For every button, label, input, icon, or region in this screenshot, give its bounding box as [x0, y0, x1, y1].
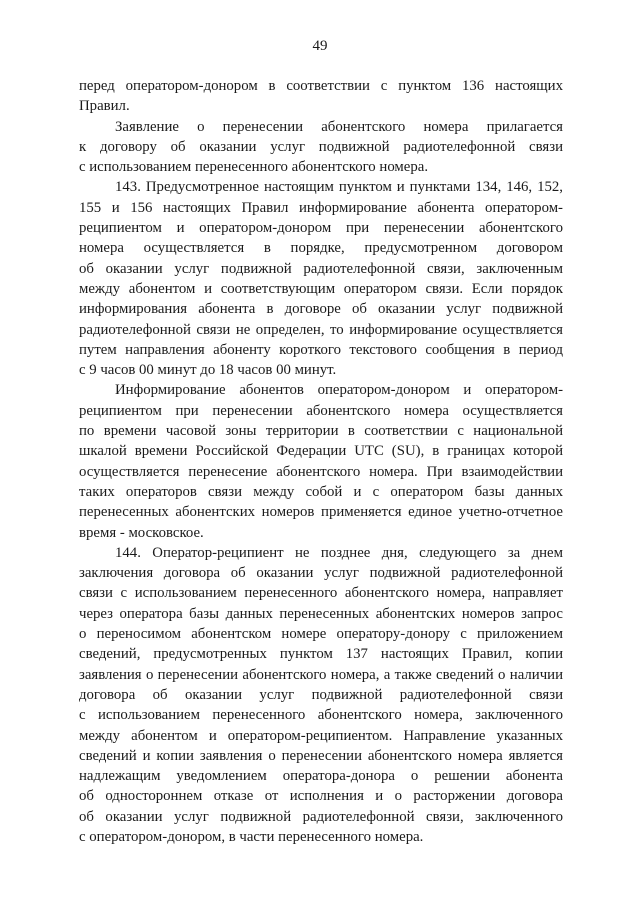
- text-line: с использованием перенесенного абонентского номера.: [79, 159, 429, 176]
- text-line: договора об оказании услуг подвижной радиотелефонной связи: [79, 686, 563, 703]
- text-line: заключения договора об оказании услуг подвижной радиотелефонной: [79, 565, 563, 582]
- text-line: между абонентом и оператором-реципиентом. Направление указанных: [79, 727, 563, 744]
- text-line: Информирование абонентов оператором-донором и оператором-: [115, 382, 563, 399]
- text-line: к договору об оказании услуг подвижной радиотелефонной связи: [79, 138, 563, 155]
- text-line: 144. Оператор-реципиент не позднее дня, следующего за днем: [115, 544, 563, 561]
- text-line: заявления о перенесении абонентского номера, а также сведений о наличии: [79, 666, 563, 683]
- text-line: перед оператором-донором в соответствии с пунктом 136 настоящих: [79, 78, 563, 94]
- text-line: номера осуществляется в порядке, предусмотренном договором: [79, 240, 563, 257]
- text-line: об одностороннем отказе от исполнения и о расторжении договора: [79, 788, 563, 805]
- text-line: реципиентом при перенесении абонентского номера осуществляется: [79, 402, 563, 419]
- text-line: шкалой времени Российской Федерации UTC (SU), в границах которой: [79, 443, 563, 460]
- text-line: информирования абонента в договоре об оказании услуг подвижной: [79, 301, 563, 318]
- document-body: [79, 76, 563, 847]
- text-line: Заявление о перенесении абонентского номера прилагается: [115, 118, 563, 135]
- text-line: Правил.: [79, 98, 130, 115]
- text-line: 143. Предусмотренное настоящим пунктом и пунктами 134, 146, 152,: [115, 179, 563, 196]
- text-line: с использованием перенесенного абонентского номера, заключенного: [79, 707, 563, 724]
- text-line: через оператора базы данных перенесенных абонентских номеров запрос: [79, 605, 563, 622]
- text-line: таких операторов связи между собой и с оператором базы данных: [79, 483, 563, 500]
- text-line: реципиентом и оператором-донором при перенесении абонентского: [79, 220, 563, 237]
- text-line: с оператором-донором, в части перенесенного номера.: [79, 828, 424, 845]
- text-line: об оказании услуг подвижной радиотелефонной связи, заключенным: [79, 260, 563, 277]
- text-line: между абонентом и соответствующим оператором связи. Если порядок: [79, 280, 563, 297]
- text-line: по времени часовой зоны территории в соответствии с национальной: [79, 423, 563, 440]
- text-line: время - московское.: [79, 524, 204, 541]
- text-line: с 9 часов 00 минут до 18 часов 00 минут.: [79, 362, 337, 379]
- text-line: сведений, предусмотренных пунктом 137 настоящих Правил, копии: [79, 646, 563, 663]
- text-line: сведений и копии заявления о перенесении абонентского номера является: [79, 747, 563, 764]
- text-line: перенесенных абонентских номеров применяется единое учетно-отчетное: [79, 504, 563, 521]
- text-line: осуществляется перенесение абонентского номера. При взаимодействии: [79, 463, 563, 480]
- text-line: связи с использованием перенесенного абонентского номера, направляет: [79, 585, 563, 602]
- text-line: об оказании услуг подвижной радиотелефонной связи, заключенного: [79, 808, 563, 825]
- text-line: 155 и 156 настоящих Правил информирование абонента оператором-: [79, 199, 563, 216]
- text-line: о переносимом абонентском номере оператору-донору с приложением: [79, 626, 563, 643]
- text-line: радиотелефонной связи не определен, то информирование осуществляется: [79, 321, 563, 338]
- page-number: 49: [312, 38, 328, 54]
- text-line: надлежащим уведомлением оператора-донора о решении абонента: [79, 768, 563, 785]
- text-line: путем направления абоненту короткого текстового сообщения в период: [79, 341, 563, 358]
